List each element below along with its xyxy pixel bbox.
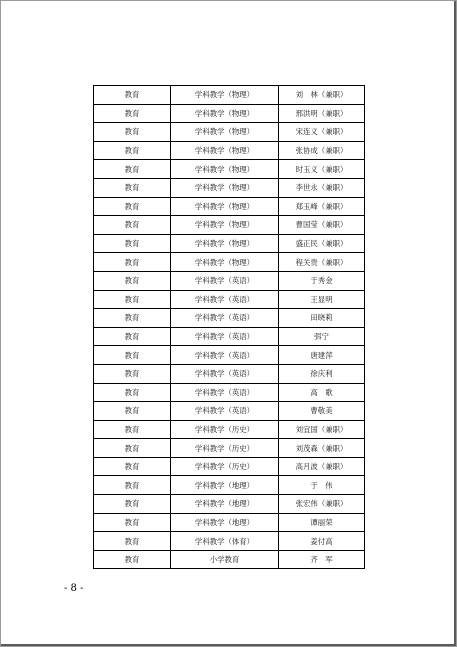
field-cell: 教育 bbox=[94, 402, 171, 421]
supervisor-cell: 程关贵（兼职） bbox=[279, 253, 365, 272]
program-cell: 学科教学（历史） bbox=[171, 439, 279, 458]
table-row bbox=[94, 160, 365, 179]
field-cell: 教育 bbox=[94, 457, 171, 476]
table-row bbox=[94, 216, 365, 235]
supervisor-cell: 时玉义（兼职） bbox=[279, 160, 365, 179]
table-row bbox=[94, 532, 365, 551]
program-cell: 学科教学（物理） bbox=[171, 234, 279, 253]
field-cell: 教育 bbox=[94, 123, 171, 142]
field-cell: 教育 bbox=[94, 383, 171, 402]
table-row bbox=[94, 439, 365, 458]
supervisor-cell: 盛正民（兼职） bbox=[279, 234, 365, 253]
table-row bbox=[94, 495, 365, 514]
table-row bbox=[94, 123, 365, 142]
supervisor-cell: 曹敬美 bbox=[279, 402, 365, 421]
supervisor-cell: 谭丽荣 bbox=[279, 513, 365, 532]
supervisor-cell: 齐 军 bbox=[279, 550, 365, 569]
field-cell: 教育 bbox=[94, 420, 171, 439]
table-row bbox=[94, 383, 365, 402]
supervisor-cell: 弭宁 bbox=[279, 327, 365, 346]
field-cell: 教育 bbox=[94, 160, 171, 179]
program-cell: 学科教学（体育） bbox=[171, 532, 279, 551]
program-cell: 学科教学（英语） bbox=[171, 383, 279, 402]
table-row bbox=[94, 420, 365, 439]
supervisor-cell: 李世永（兼职） bbox=[279, 178, 365, 197]
supervisor-cell: 张宏伟（兼职） bbox=[279, 495, 365, 514]
table-row bbox=[94, 234, 365, 253]
table-row bbox=[94, 346, 365, 365]
supervisor-cell: 唐建萍 bbox=[279, 346, 365, 365]
program-cell: 学科教学（物理） bbox=[171, 178, 279, 197]
faculty-table bbox=[93, 85, 365, 569]
field-cell: 教育 bbox=[94, 253, 171, 272]
supervisor-cell: 刘 林（兼职） bbox=[279, 86, 365, 105]
program-cell: 学科教学（英语） bbox=[171, 327, 279, 346]
field-cell: 教育 bbox=[94, 197, 171, 216]
field-cell: 教育 bbox=[94, 290, 171, 309]
table-row bbox=[94, 309, 365, 328]
program-cell: 学科教学（地理） bbox=[171, 513, 279, 532]
supervisor-cell: 田晓莉 bbox=[279, 309, 365, 328]
program-cell: 学科教学（物理） bbox=[171, 197, 279, 216]
supervisor-cell: 刘宜国（兼职） bbox=[279, 420, 365, 439]
table-row bbox=[94, 271, 365, 290]
supervisor-cell: 于秀金 bbox=[279, 271, 365, 290]
field-cell: 教育 bbox=[94, 141, 171, 160]
field-cell: 教育 bbox=[94, 495, 171, 514]
table-row bbox=[94, 457, 365, 476]
document-page bbox=[1, 1, 456, 646]
field-cell: 教育 bbox=[94, 104, 171, 123]
field-cell: 教育 bbox=[94, 216, 171, 235]
program-cell: 学科教学（英语） bbox=[171, 364, 279, 383]
supervisor-cell: 宋连义（兼职） bbox=[279, 123, 365, 142]
table-row bbox=[94, 364, 365, 383]
supervisor-cell: 邢洪明（兼职） bbox=[279, 104, 365, 123]
table-row bbox=[94, 327, 365, 346]
program-cell: 学科教学（地理） bbox=[171, 476, 279, 495]
supervisor-cell: 曹国莹（兼职） bbox=[279, 216, 365, 235]
field-cell: 教育 bbox=[94, 309, 171, 328]
table-row bbox=[94, 513, 365, 532]
supervisor-cell: 张协成（兼职） bbox=[279, 141, 365, 160]
program-cell: 学科教学（英语） bbox=[171, 271, 279, 290]
field-cell: 教育 bbox=[94, 86, 171, 105]
table-row bbox=[94, 86, 365, 105]
supervisor-cell: 姜付高 bbox=[279, 532, 365, 551]
table-row bbox=[94, 197, 365, 216]
field-cell: 教育 bbox=[94, 346, 171, 365]
program-cell: 学科教学（物理） bbox=[171, 141, 279, 160]
program-cell: 学科教学（历史） bbox=[171, 420, 279, 439]
supervisor-cell: 徐庆利 bbox=[279, 364, 365, 383]
faculty-table-body bbox=[94, 86, 365, 569]
page-number: - 8 - bbox=[64, 583, 84, 594]
program-cell: 学科教学（物理） bbox=[171, 123, 279, 142]
program-cell: 学科教学（物理） bbox=[171, 160, 279, 179]
field-cell: 教育 bbox=[94, 364, 171, 383]
field-cell: 教育 bbox=[94, 234, 171, 253]
supervisor-cell: 王显明 bbox=[279, 290, 365, 309]
supervisor-cell: 高月波（兼职） bbox=[279, 457, 365, 476]
program-cell: 学科教学（物理） bbox=[171, 104, 279, 123]
program-cell: 学科教学（历史） bbox=[171, 457, 279, 476]
program-cell: 学科教学（物理） bbox=[171, 253, 279, 272]
program-cell: 学科教学（物理） bbox=[171, 86, 279, 105]
table-row bbox=[94, 290, 365, 309]
program-cell: 小学教育 bbox=[171, 550, 279, 569]
program-cell: 学科教学（地理） bbox=[171, 495, 279, 514]
field-cell: 教育 bbox=[94, 532, 171, 551]
field-cell: 教育 bbox=[94, 271, 171, 290]
table-row bbox=[94, 402, 365, 421]
table-row bbox=[94, 550, 365, 569]
program-cell: 学科教学（英语） bbox=[171, 309, 279, 328]
supervisor-cell: 刘茂森（兼职） bbox=[279, 439, 365, 458]
program-cell: 学科教学（物理） bbox=[171, 216, 279, 235]
table-row bbox=[94, 253, 365, 272]
field-cell: 教育 bbox=[94, 327, 171, 346]
supervisor-cell: 于 伟 bbox=[279, 476, 365, 495]
supervisor-cell: 郑玉峰（兼职） bbox=[279, 197, 365, 216]
program-cell: 学科教学（英语） bbox=[171, 346, 279, 365]
field-cell: 教育 bbox=[94, 439, 171, 458]
field-cell: 教育 bbox=[94, 513, 171, 532]
field-cell: 教育 bbox=[94, 476, 171, 495]
program-cell: 学科教学（英语） bbox=[171, 290, 279, 309]
table-row bbox=[94, 476, 365, 495]
supervisor-cell: 高 歌 bbox=[279, 383, 365, 402]
field-cell: 教育 bbox=[94, 550, 171, 569]
field-cell: 教育 bbox=[94, 178, 171, 197]
table-row bbox=[94, 178, 365, 197]
table-row bbox=[94, 104, 365, 123]
program-cell: 学科教学（英语） bbox=[171, 402, 279, 421]
table-row bbox=[94, 141, 365, 160]
